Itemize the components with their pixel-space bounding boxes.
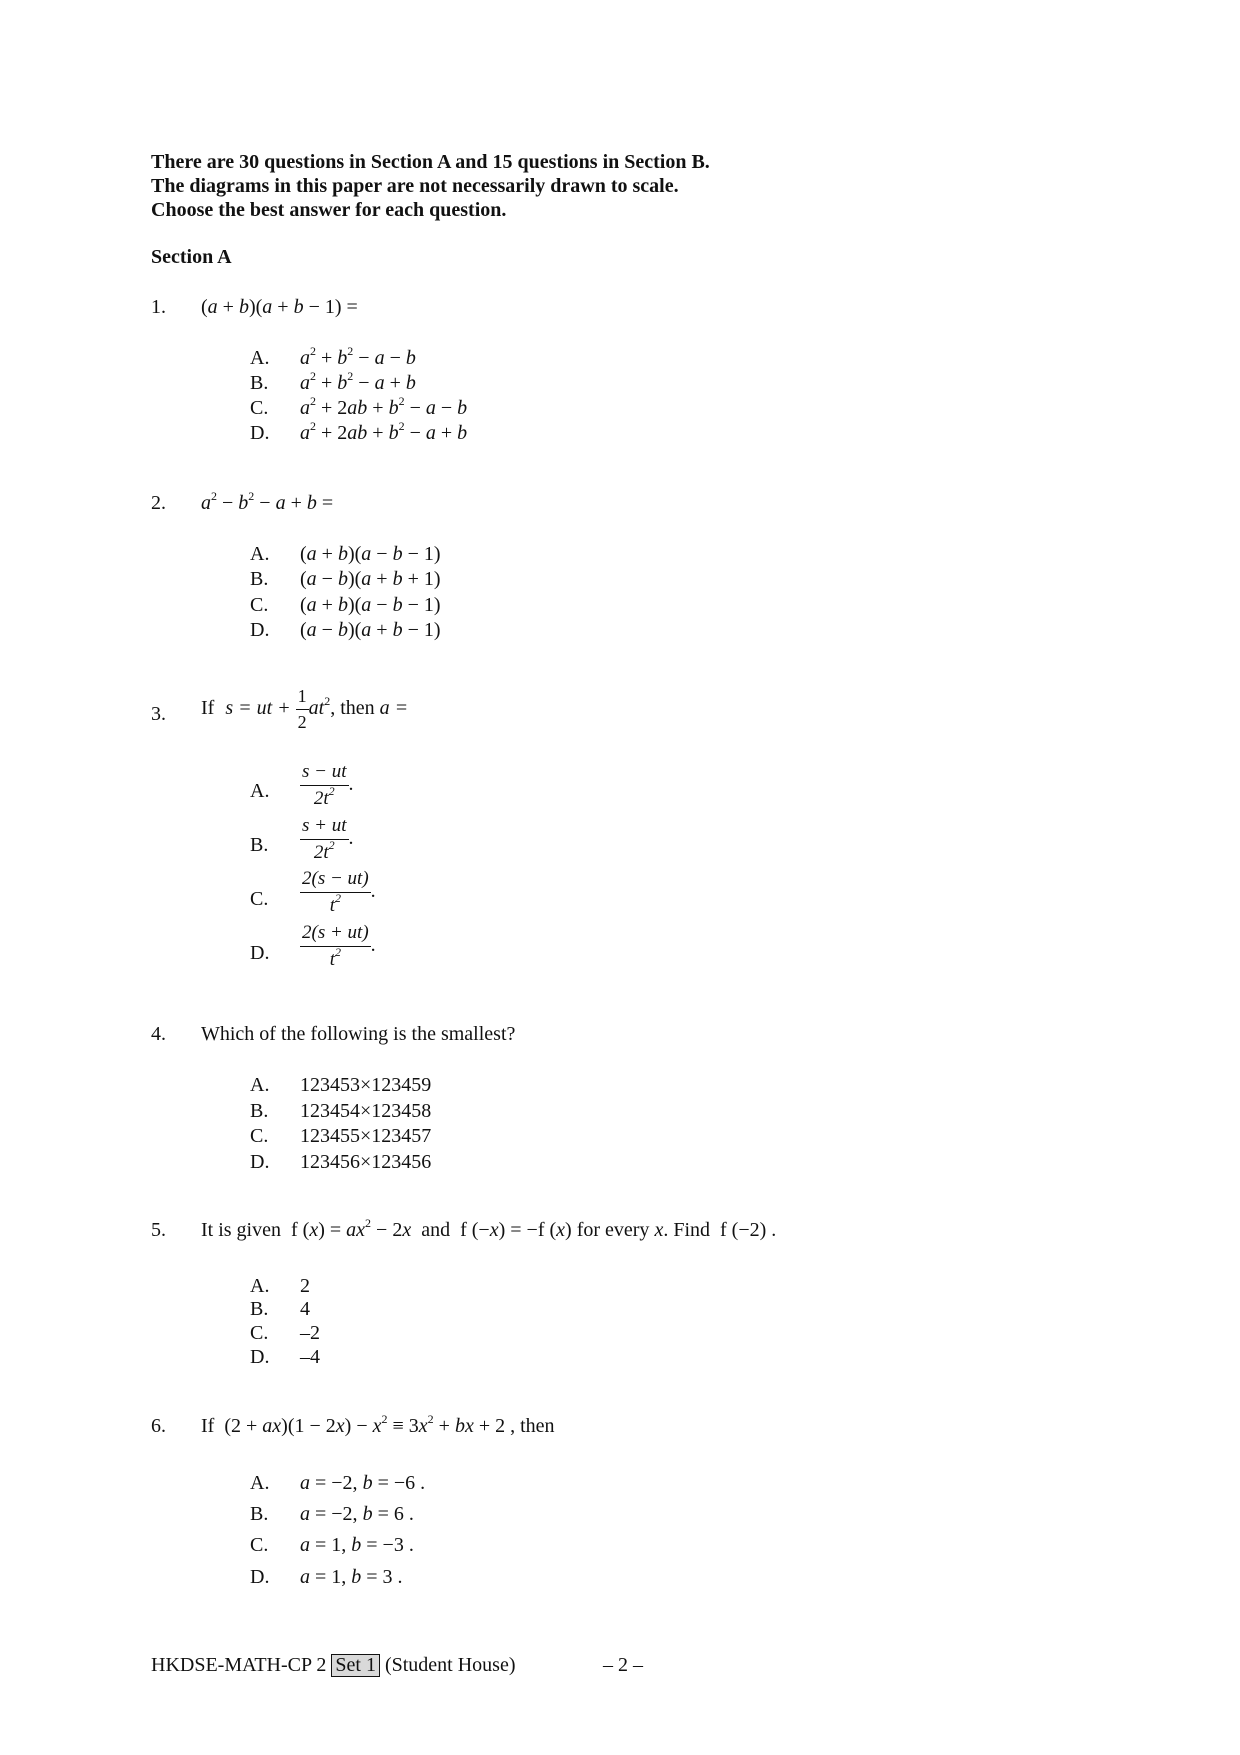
question-number: 6. (151, 1415, 166, 1437)
option-text: 123456×123456 (300, 1151, 432, 1173)
fraction-numerator: s + ut (300, 815, 349, 840)
question-number: 1. (151, 296, 166, 318)
publisher-name: (Student House) (384, 1654, 516, 1676)
option-label: C. (250, 888, 269, 910)
option-text: 2 (300, 1275, 310, 1297)
question-number: 5. (151, 1219, 166, 1241)
option-label: A. (250, 543, 270, 565)
option-label: B. (250, 834, 269, 856)
option-label: D. (250, 1151, 270, 1173)
option-text: (a + b)(a − b − 1) (300, 543, 441, 565)
instruction-line-1: There are 30 questions in Section A and 15 questions in Section B. (151, 151, 710, 173)
option-label: B. (250, 372, 269, 394)
question-number: 2. (151, 492, 166, 514)
option-text: 4 (300, 1298, 310, 1320)
fraction-numerator: 1 (296, 686, 309, 710)
option-label: D. (250, 1566, 270, 1588)
fraction-denominator: $t^2$ (329, 945, 341, 970)
option-label: A. (250, 1074, 270, 1096)
footer-paper-code (151, 1654, 516, 1677)
option-label: A. (250, 347, 270, 369)
option-period: . (348, 773, 354, 796)
option-text: 123454×123458 (300, 1100, 432, 1122)
option-text: a = 1, b = −3 . (300, 1534, 414, 1556)
option-text: (a − b)(a + b − 1) (300, 619, 441, 641)
paper-code: HKDSE-MATH-CP 2 (151, 1654, 327, 1676)
question-stem: Which of the following is the smallest? (201, 1023, 516, 1045)
option-text: $a^2 + 2ab + b^2 - a - b$ (300, 394, 468, 419)
option-fraction (300, 815, 354, 864)
option-label: A. (250, 1275, 270, 1297)
section-title: Section A (151, 246, 232, 268)
question-stem: If $(2 + ax)(1 - 2x) - x^2 \equiv 3x^2$ + bx + 2 , then (201, 1412, 555, 1437)
option-text: (a + b)(a − b − 1) (300, 594, 441, 616)
option-text: $a^2 + b^2 - a + b$ (300, 369, 416, 394)
question-number: 3. (151, 703, 166, 725)
option-text: a = −2, b = 6 . (300, 1503, 414, 1525)
option-period: . (370, 934, 376, 957)
option-text: (a − b)(a + b + 1) (300, 568, 441, 590)
fraction-numerator: 2(s + ut) (300, 922, 371, 947)
option-text: –4 (300, 1346, 320, 1368)
option-fraction (300, 761, 354, 810)
option-label: C. (250, 1125, 269, 1147)
option-label: C. (250, 1534, 269, 1556)
option-text: $a^2 + b^2 - a - b$ (300, 344, 416, 369)
option-text: a = 1, b = 3 . (300, 1566, 403, 1588)
option-label: A. (250, 1472, 270, 1494)
option-label: D. (250, 942, 270, 964)
option-label: B. (250, 1100, 269, 1122)
option-label: C. (250, 397, 269, 419)
stem-fraction (296, 686, 309, 733)
option-text: 123455×123457 (300, 1125, 432, 1147)
question-stem: It is given f $(x) = ax^2 - 2x$ and f (−x) = −f (x) for every x. Find f (−2) . (201, 1216, 777, 1241)
option-label: B. (250, 568, 269, 590)
stem-suffix: , then (330, 697, 375, 720)
option-label: D. (250, 1346, 270, 1368)
question-number: 4. (151, 1023, 166, 1045)
option-label: C. (250, 1322, 269, 1344)
option-text: 123453×123459 (300, 1074, 432, 1096)
option-text: a = −2, b = −6 . (300, 1472, 426, 1494)
option-fraction (300, 922, 376, 971)
page-number: – 2 – (603, 1654, 643, 1676)
option-period: . (370, 880, 376, 903)
option-label: D. (250, 619, 270, 641)
set-badge: Set 1 (331, 1654, 380, 1677)
option-text: –2 (300, 1322, 320, 1344)
fraction-denominator: $t^2$ (329, 891, 341, 916)
option-label: A. (250, 780, 270, 802)
fraction-numerator: 2(s − ut) (300, 868, 371, 893)
question-stem: If s = ut + $\frac{1}{2}$ $at^2$, then a = (201, 686, 409, 732)
stem-lhs: s = ut + (225, 697, 291, 720)
instruction-line-2: The diagrams in this paper are not necessarily drawn to scale. (151, 175, 679, 197)
option-label: B. (250, 1298, 269, 1320)
option-text: $a^2 + 2ab + b^2 - a + b$ (300, 419, 468, 444)
option-label: D. (250, 422, 270, 444)
fraction-denominator: $2t^2$ (313, 784, 335, 809)
option-period: . (348, 827, 354, 850)
option-fraction (300, 868, 376, 917)
stem-prefix: If (201, 697, 215, 720)
stem-end: a = (379, 697, 409, 720)
instruction-line-3: Choose the best answer for each question. (151, 199, 507, 221)
stem-after: at (308, 697, 325, 720)
fraction-denominator: $2t^2$ (313, 838, 335, 863)
question-stem: (a + b)(a + b − 1) = (201, 296, 358, 318)
fraction-numerator: s − ut (300, 761, 349, 786)
option-label: B. (250, 1503, 269, 1525)
question-stem: $a^2 - b^2 - a + b$ = (201, 489, 334, 514)
fraction-denominator: 2 (297, 712, 307, 732)
option-label: C. (250, 594, 269, 616)
